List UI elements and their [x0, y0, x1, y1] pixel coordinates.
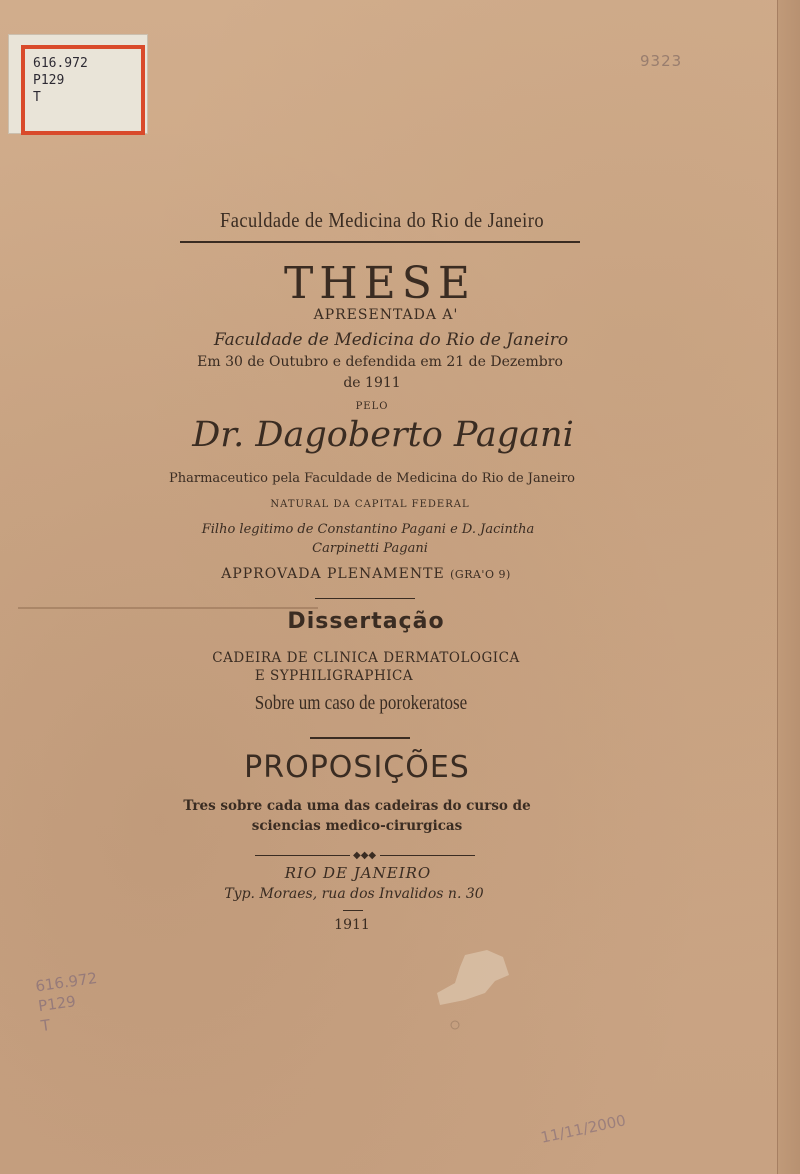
call-number-line: P129	[33, 73, 65, 88]
call-number-line: 616.972	[33, 56, 88, 71]
institution-header: Faculdade de Medicina do Rio de Janeiro	[219, 208, 545, 232]
dissertation-subject: Sobre um caso de porokeratose	[254, 692, 468, 714]
date-line: Em 30 de Outubro e defendida em 21 de Dezembro	[197, 354, 563, 370]
faculty-name: Faculdade de Medicina do Rio de Janeiro	[213, 330, 569, 350]
publication-year: 1911	[334, 917, 370, 933]
section-rule	[315, 598, 415, 599]
handwritten-line: 616.972	[34, 968, 99, 996]
dissertation-heading: Dissertação	[287, 609, 445, 634]
pencil-accession-number: 9323	[640, 52, 683, 70]
document-title: THESE	[283, 258, 477, 309]
propositions-heading: PROPOSIÇÕES	[244, 750, 470, 785]
call-number-line: T	[33, 90, 41, 105]
approval-grade: (GRA'O 9)	[450, 568, 511, 581]
date-line-year: de 1911	[343, 375, 401, 391]
propositions-description: Tres sobre cada uma das cadeiras do curso de	[183, 798, 531, 814]
author-origin: NATURAL DA CAPITAL FEDERAL	[270, 499, 470, 510]
damage-stain-icon	[425, 945, 535, 1030]
author-name: Dr. Dagoberto Pagani	[192, 415, 574, 455]
handwritten-line: T	[39, 1015, 52, 1036]
chair-line: CADEIRA DE CLINICA DERMATOLOGICA	[212, 650, 520, 666]
ornament-rule	[255, 851, 475, 861]
handwritten-line: P129	[37, 992, 77, 1016]
handwritten-date: 11/11/2000	[539, 1111, 628, 1147]
propositions-description-cont: sciencias medico-cirurgicas	[251, 818, 463, 834]
presented-to: APRESENTADA A'	[313, 307, 459, 323]
by-label: PELO	[355, 401, 389, 412]
ornament-icon: ◆◆◆	[353, 850, 377, 861]
section-rule	[310, 737, 410, 739]
author-credential: Pharmaceutico pela Faculdade de Medicina do Rio de Janeiro	[169, 471, 575, 486]
year-rule	[343, 910, 363, 911]
printer-line: Typ. Moraes, rua dos Invalidos n. 30	[224, 886, 484, 902]
publication-city: RIO DE JANEIRO	[284, 864, 432, 882]
header-rule	[180, 241, 580, 243]
approval-line	[221, 566, 511, 582]
author-parents-cont: Carpinetti Pagani	[312, 541, 428, 556]
approval-text: APPROVADA PLENAMENTE	[221, 566, 445, 582]
author-parents: Filho legitimo de Constantino Pagani e D. Jacintha	[201, 522, 535, 537]
chair-line-cont: E SYPHILIGRAPHICA	[254, 668, 414, 684]
